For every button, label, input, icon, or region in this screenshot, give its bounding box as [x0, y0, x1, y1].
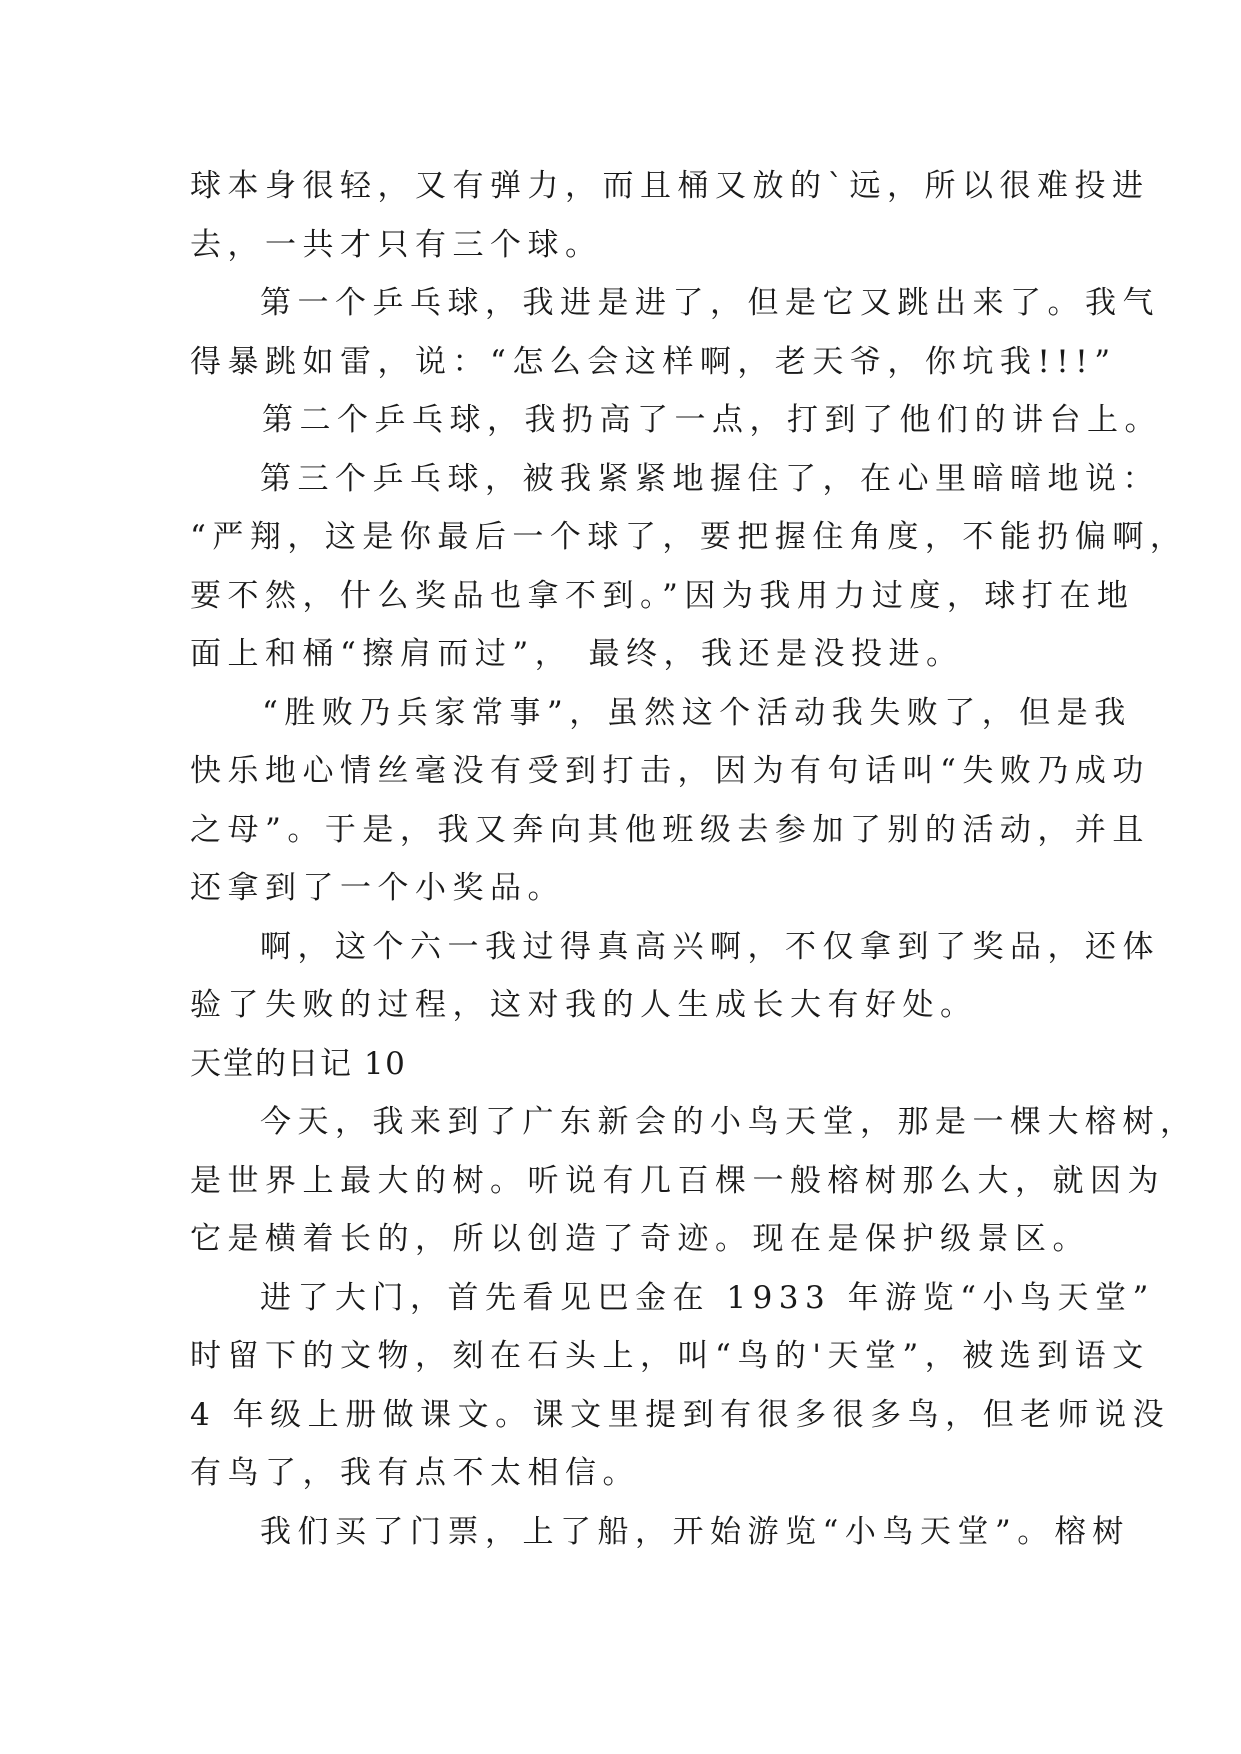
text-line: 4 年级上册做课文。课文里提到有很多很多鸟，但老师说没	[190, 1396, 1171, 1433]
text-line: 快乐地心情丝毫没有受到打击，因为有句话叫“失败乃成功	[190, 753, 1150, 789]
text-line: 还拿到了一个小奖品。	[190, 870, 565, 906]
paragraph-start-line: 第三个乒乓球，被我紧紧地握住了，在心里暗暗地说：	[260, 460, 1160, 497]
text-line: 去，一共才只有三个球。	[190, 226, 603, 263]
text-line: 验了失败的过程，这对我的人生成长大有好处。	[190, 987, 978, 1023]
text-line: 要不然，什么奖品也拿不到。”因为我用力过度，球打在地	[190, 577, 1135, 614]
paragraph-start-line: “胜败乃兵家常事”，虽然这个活动我失败了，但是我	[262, 694, 1132, 731]
text-line: 得暴跳如雷，说：“怎么会这样啊，老天爷，你坑我!!!”	[190, 343, 1117, 380]
paragraph-start-line: 今天，我来到了广东新会的小鸟天堂，那是一棵大榕树，	[260, 1104, 1198, 1140]
text-line: 时留下的文物，刻在石头上，叫“鸟的'天堂”，被选到语文	[190, 1338, 1150, 1374]
paragraph-start-line: 第二个乒乓球，我扔高了一点，打到了他们的讲台上。	[262, 402, 1162, 438]
text-line: 有鸟了，我有点不太相信。	[190, 1455, 640, 1491]
document-body	[190, 157, 1198, 1561]
text-line: 之母”。于是，我又奔向其他班级去参加了别的活动，并且	[190, 811, 1150, 848]
text-line: 面上和桶“擦肩而过”， 最终，我还是没投进。	[190, 636, 964, 672]
text-line: 球本身很轻，又有弹力，而且桶又放的`远，所以很难投进	[190, 168, 1150, 204]
text-line: “严翔，这是你最后一个球了，要把握住角度，不能扔偏啊，	[190, 519, 1188, 555]
paragraph-start-line: 啊，这个六一我过得真高兴啊，不仅拿到了奖品，还体	[260, 928, 1160, 965]
paragraph-start-line: 第一个乒乓球，我进是进了，但是它又跳出来了。我气	[260, 285, 1160, 321]
paragraph-start-line: 我们买了门票，上了船，开始游览“小鸟天堂”。榕树	[260, 1513, 1130, 1550]
paragraph-start-line: 进了大门，首先看见巴金在 1933 年游览“小鸟天堂”	[260, 1279, 1155, 1316]
section-title: 天堂的日记 10	[190, 1045, 407, 1082]
text-line: 是世界上最大的树。听说有几百棵一般榕树那么大，就因为	[190, 1162, 1165, 1199]
text-line: 它是横着长的，所以创造了奇迹。现在是保护级景区。	[190, 1221, 1090, 1257]
